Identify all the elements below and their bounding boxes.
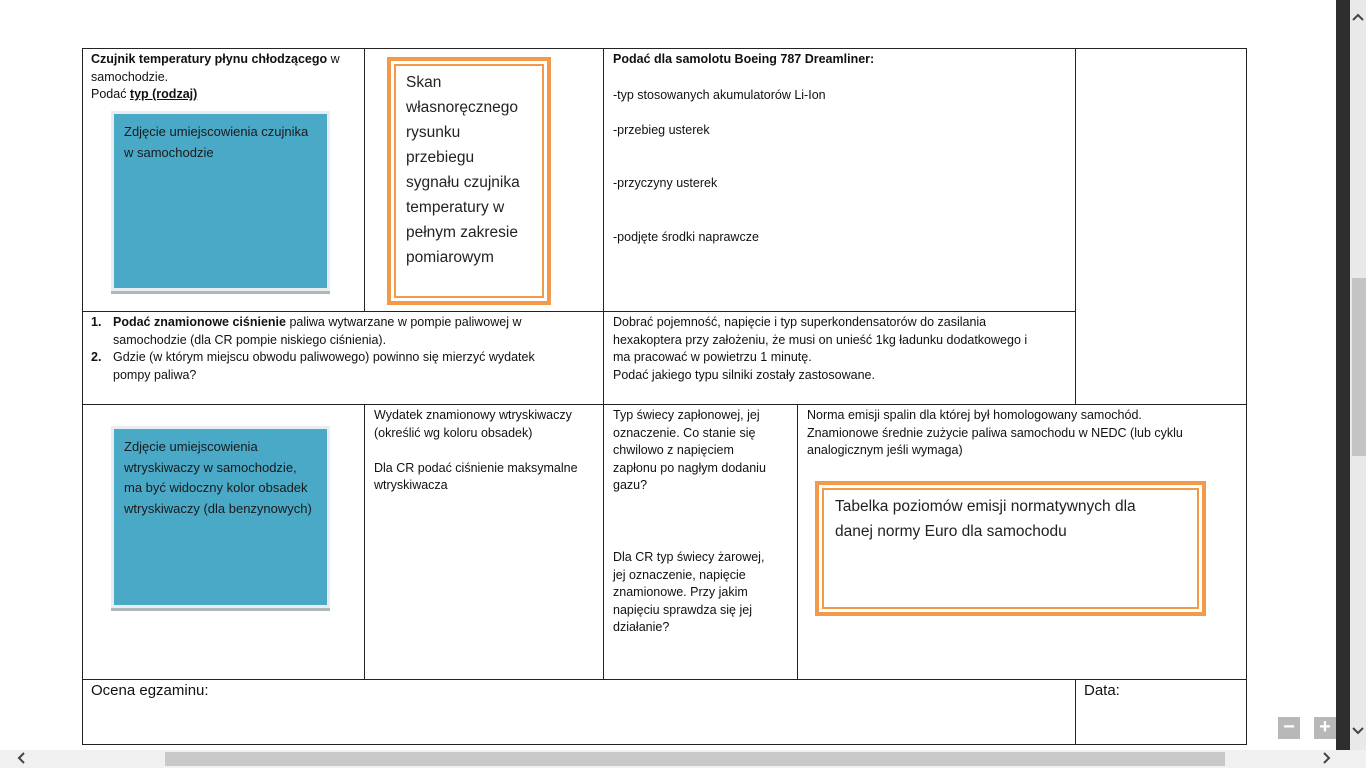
- glow-line: działanie?: [613, 620, 670, 634]
- boeing-item: -typ stosowanych akumulatorów Li-Ion: [613, 88, 826, 102]
- chevron-right-icon: [1322, 752, 1332, 764]
- exam-grade-label: Ocena egzaminu:: [91, 682, 209, 699]
- injector-photo-caption: Zdjęcie umiejscowienia wtryskiwaczy w samochodzie, ma być widoczny kolor obsadek wtryskiwaczy (dla benzynowych): [124, 439, 312, 516]
- fuel-question-2-line2: pompy paliwa?: [113, 367, 197, 382]
- scroll-up-button[interactable]: [1350, 8, 1366, 26]
- emission-table-caption: [835, 494, 1195, 544]
- spark-line: zapłonu po nagłym dodaniu: [613, 460, 766, 475]
- scan-drawing-caption: [406, 70, 546, 270]
- glow-line: jej oznaczenie, napięcie: [613, 567, 746, 582]
- minus-icon: −: [1283, 716, 1295, 738]
- zoom-in-button[interactable]: [1314, 717, 1336, 739]
- table-border-right: [1246, 48, 1247, 745]
- fuel-pump-question-2: [91, 349, 591, 385]
- table-col-divider: [603, 311, 604, 405]
- scroll-left-button[interactable]: [12, 750, 30, 768]
- scan-line: rysunku: [406, 124, 461, 141]
- spark-line: gazu?: [613, 478, 648, 492]
- table-col-divider: [1075, 679, 1076, 745]
- fuel-question-1-line1: paliwa wytwarzane w pompie paliwowej w: [285, 315, 522, 329]
- glow-line: Dla CR typ świecy żarowej,: [613, 550, 765, 564]
- scan-line: sygnału czujnika: [406, 174, 520, 191]
- fuel-question-1-line2: samochodzie (dla CR pompie niskiego ciśnienia).: [113, 332, 387, 347]
- chevron-down-icon: [1352, 726, 1364, 736]
- boeing-item: -podjęte środki naprawcze: [613, 230, 759, 244]
- table-col-divider: [364, 48, 365, 312]
- glow-line: napięciu sprawdza się jej: [613, 602, 752, 617]
- list-number: 1.: [91, 315, 102, 329]
- spark-line: oznaczenie. Co stanie się: [613, 425, 756, 440]
- zoom-out-button[interactable]: [1278, 717, 1300, 739]
- table-row-divider-3: [82, 679, 1247, 680]
- vertical-scroll-thumb[interactable]: [1352, 278, 1366, 456]
- horizontal-scrollbar[interactable]: [0, 750, 1366, 768]
- scroll-right-button[interactable]: [1318, 750, 1336, 768]
- injector-photo-placeholder: [114, 429, 327, 605]
- spark-plug-task: [613, 407, 793, 495]
- plus-icon: +: [1319, 716, 1331, 738]
- table-border-bottom: [82, 744, 1247, 745]
- hexacopter-task: [613, 314, 1073, 384]
- emission-line: Znamionowe średnie zużycie paliwa samochodu w NEDC (lub cyklu: [807, 425, 1183, 440]
- sensor-photo-caption: Zdjęcie umiejscowienia czujnika w samochodzie: [124, 124, 309, 160]
- coolant-sensor-title-rest: w samochodzie.: [91, 52, 340, 84]
- coolant-sensor-title: Czujnik temperatury płynu chłodzącego: [91, 52, 328, 66]
- coolant-sensor-task: [91, 51, 356, 104]
- horizontal-scroll-thumb[interactable]: [165, 752, 1225, 766]
- glow-line: znamionowe. Przy jakim: [613, 585, 748, 599]
- type-label: typ (rodzaj): [129, 87, 198, 101]
- sensor-photo-placeholder: [114, 114, 327, 288]
- chevron-up-icon: [1352, 12, 1364, 22]
- emission-line: Norma emisji spalin dla której był homologowany samochód.: [807, 408, 1142, 422]
- fuel-pump-question-1: [91, 314, 591, 350]
- table-row-divider-1: [82, 311, 1076, 312]
- hexacopter-line: Dobrać pojemność, napięcie i typ superkondensatorów do zasilania: [613, 315, 987, 329]
- injector-line: Wydatek znamionowy wtryskiwaczy: [374, 408, 572, 422]
- hexacopter-line: hexakoptera przy założeniu, że musi on unieść 1kg ładunku dodatkowego i: [613, 332, 1028, 347]
- injector-line: Dla CR podać ciśnienie maksymalne: [374, 460, 578, 475]
- scan-line: pełnym zakresie: [406, 224, 518, 241]
- table-col-divider: [1075, 48, 1076, 405]
- boeing-item: -przebieg usterek: [613, 123, 710, 137]
- list-number: 2.: [91, 350, 102, 364]
- spark-line: Typ świecy zapłonowej, jej: [613, 408, 760, 422]
- table-col-divider: [603, 48, 604, 312]
- boeing-title: Podać dla samolotu Boeing 787 Dreamliner:: [613, 52, 875, 66]
- emission-table-line: danej normy Euro dla samochodu: [835, 523, 1067, 540]
- table-col-divider: [364, 404, 365, 680]
- scan-line: przebiegu: [406, 149, 475, 166]
- fuel-question-2-line1: Gdzie (w którym miejscu obwodu paliwowego) powinno się mierzyć wydatek: [113, 350, 535, 364]
- scroll-down-button[interactable]: [1350, 722, 1366, 740]
- type-prefix: Podać: [91, 87, 130, 101]
- glow-plug-task: [613, 549, 793, 637]
- table-row-divider-2: [82, 404, 1247, 405]
- boeing-item: -przyczyny usterek: [613, 176, 718, 190]
- date-label: Data:: [1084, 682, 1120, 699]
- emission-norm-task: [807, 407, 1242, 460]
- spark-line: chwilowo z napięciem: [613, 443, 734, 457]
- table-col-divider: [797, 404, 798, 680]
- injector-flow-task: [374, 407, 599, 495]
- list-text: [113, 314, 522, 349]
- list-text: [113, 349, 535, 384]
- table-col-divider: [603, 404, 604, 680]
- injector-line: (określić wg koloru obsadek): [374, 425, 533, 440]
- fuel-question-1-bold: Podać znamionowe ciśnienie: [113, 315, 286, 329]
- table-border-left: [82, 48, 83, 745]
- hexacopter-line: Podać jakiego typu silniki zostały zastosowane.: [613, 367, 875, 382]
- vertical-scrollbar[interactable]: [1336, 0, 1366, 750]
- emission-line: analogicznym jeśli wymaga): [807, 443, 963, 457]
- hexacopter-line: ma pracować w powietrzu 1 minutę.: [613, 350, 812, 364]
- table-border-top: [82, 48, 1247, 49]
- scan-line: pomiarowym: [406, 249, 494, 266]
- scan-line: Skan: [406, 74, 442, 91]
- scan-line: temperatury w: [406, 199, 505, 216]
- emission-table-line: Tabelka poziomów emisji normatywnych dla: [835, 498, 1136, 515]
- chevron-left-icon: [16, 752, 26, 764]
- scan-line: własnoręcznego: [406, 99, 519, 116]
- injector-line: wtryskiwacza: [374, 478, 448, 492]
